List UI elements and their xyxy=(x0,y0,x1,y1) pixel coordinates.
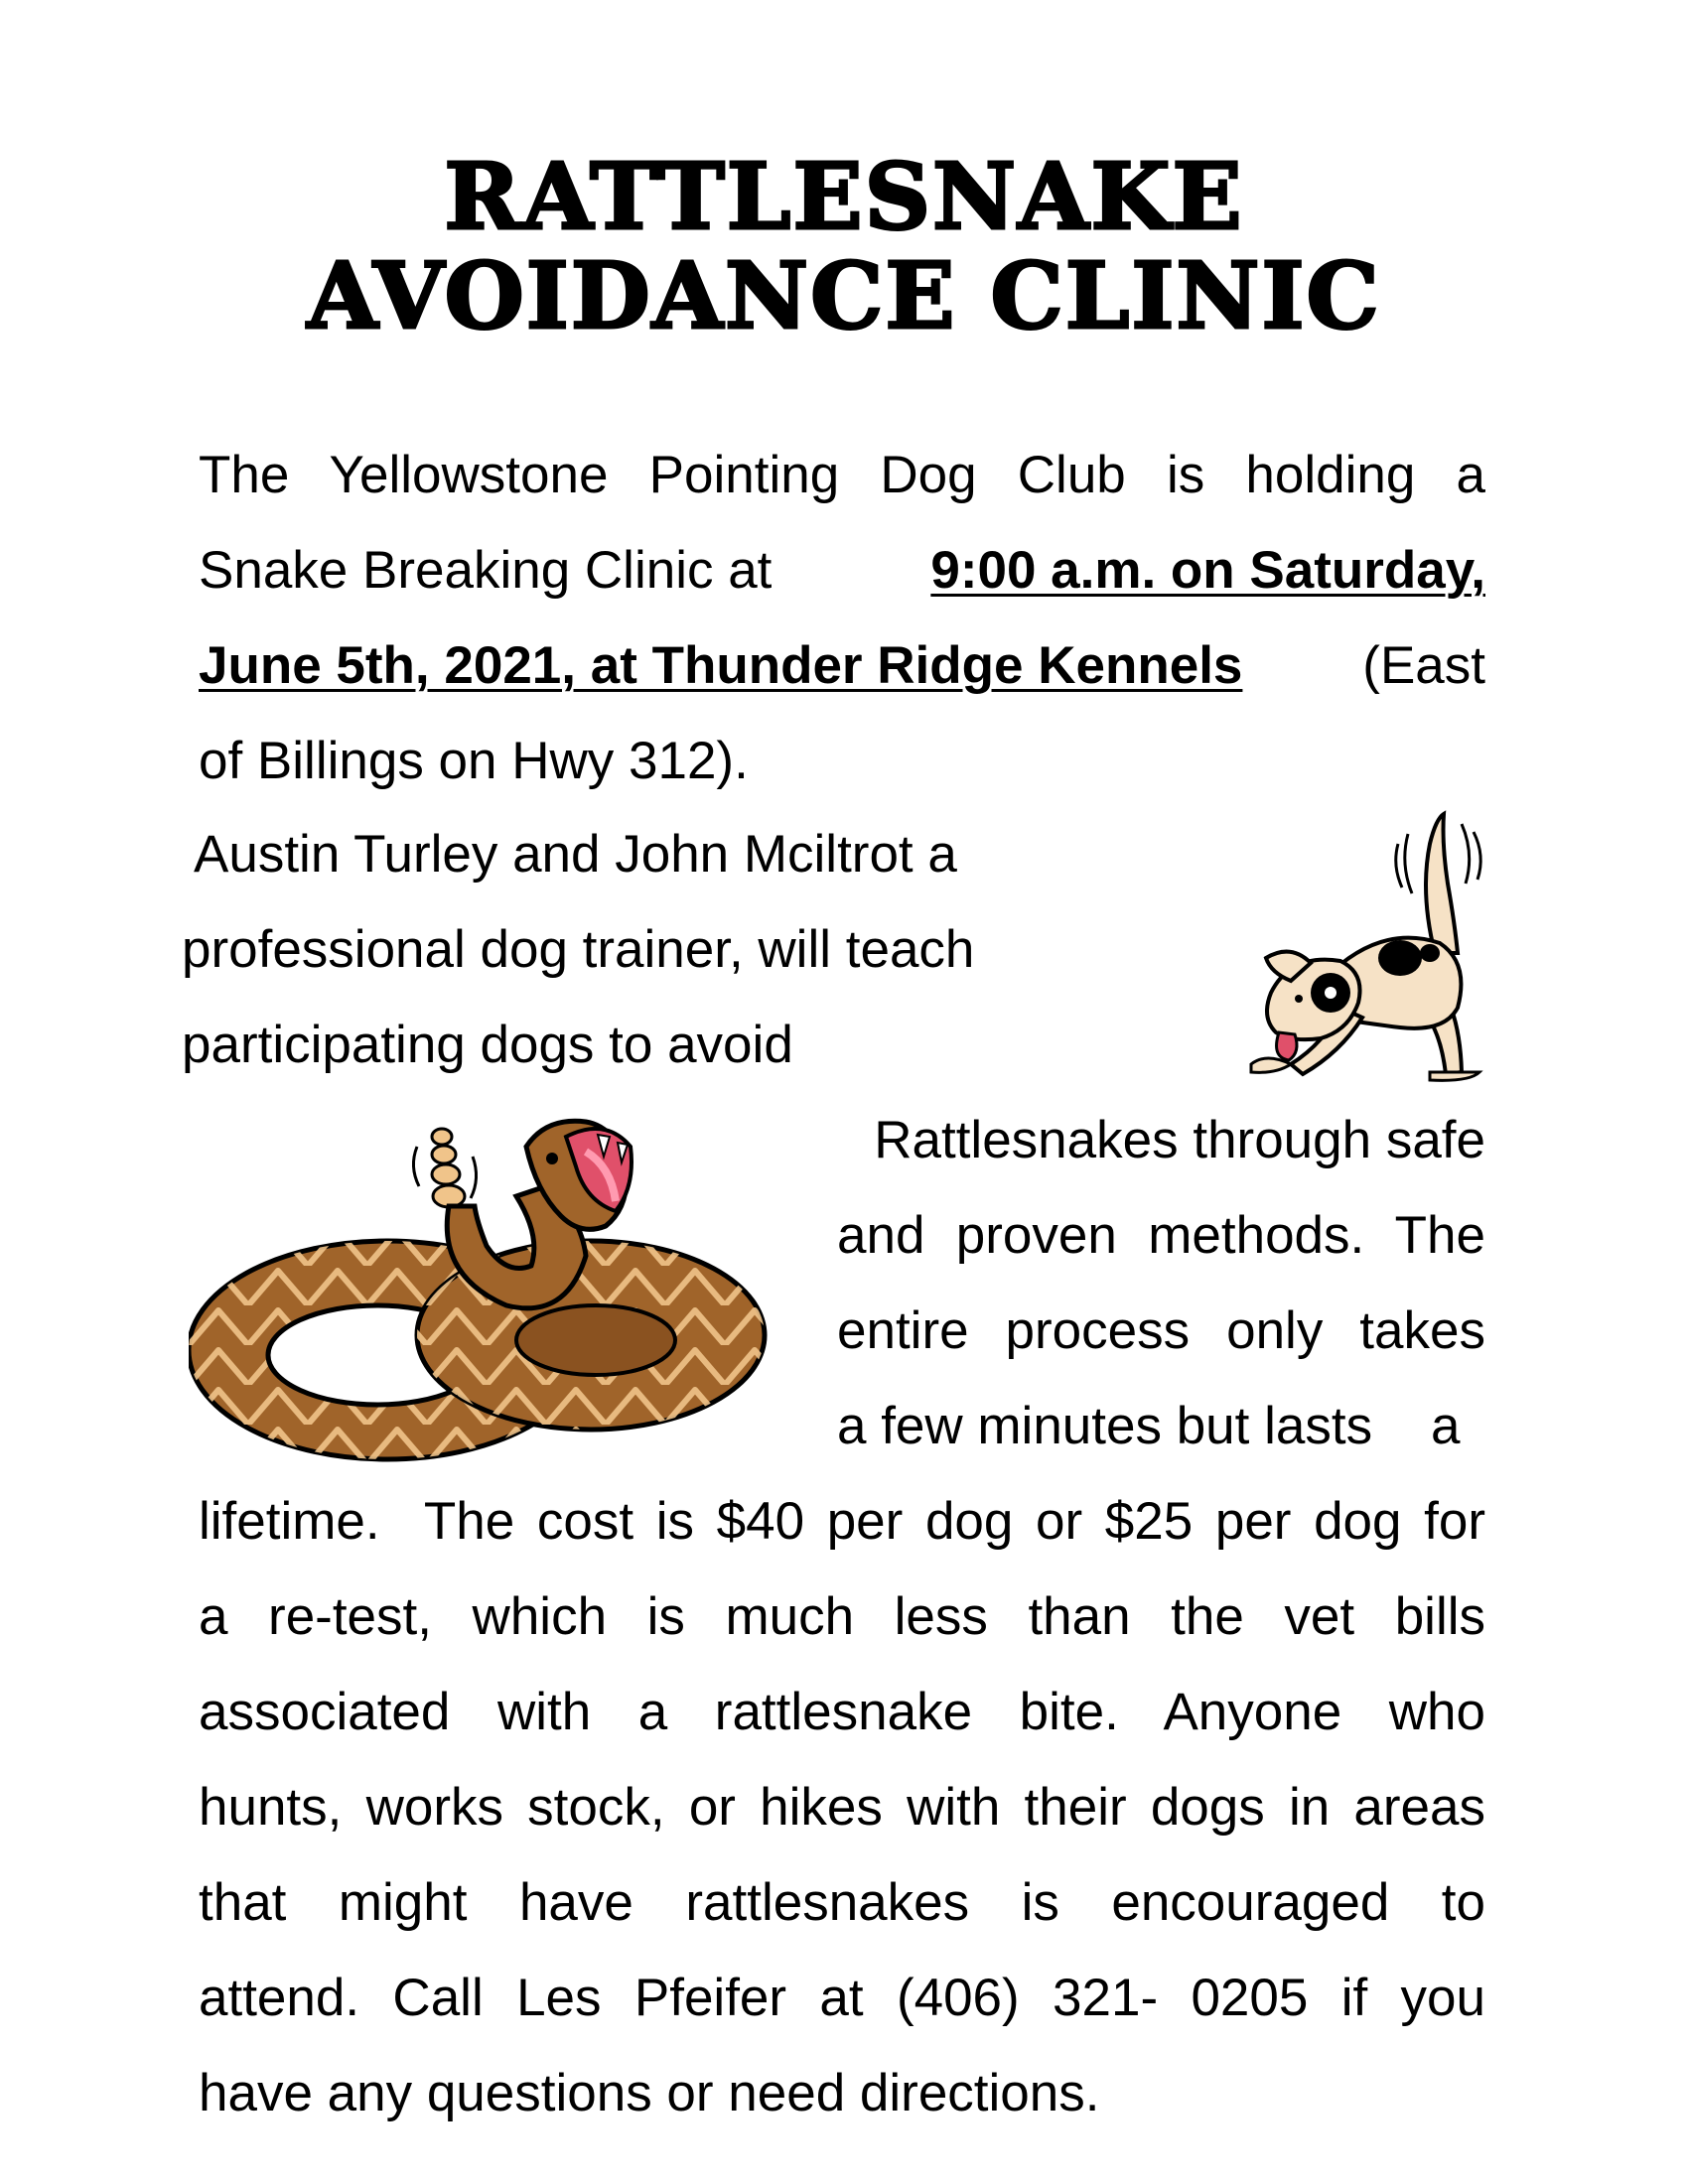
title-line-1: RATTLESNAKE xyxy=(444,143,1244,250)
paragraph-1-line-3 xyxy=(199,636,1485,695)
paragraph-2-line-4: Rattlesnakes through safe xyxy=(874,1111,1485,1169)
paragraph-1-line-4: of Billings on Hwy 312). xyxy=(199,732,749,790)
paragraph-2-line-12: that might have rattlesnakes is encouraged to xyxy=(199,1873,1485,1932)
paragraph-2-line-13: attend. Call Les Pfeifer at (406) 321- 0205 if you xyxy=(199,1969,1485,2027)
paragraph-2-line-6: entire process only takes xyxy=(837,1301,1485,1360)
paragraph-2-line-10: associated with a rattlesnake bite. Anyone who xyxy=(199,1683,1485,1741)
paragraph-2-line-9: a re-test, which is much less than the vet bills xyxy=(199,1587,1485,1646)
rattlesnake-illustration xyxy=(189,1107,814,1474)
dog-illustration xyxy=(1231,804,1509,1102)
paragraph-1-line-2-text: Snake Breaking Clinic at xyxy=(199,541,773,600)
paragraph-1-line-3-text: (East xyxy=(1362,636,1485,695)
event-time-text: 9:00 a.m. on Saturday, xyxy=(930,541,1485,600)
paragraph-2-line-8: lifetime. The cost is $40 per dog or $25 per dog for xyxy=(199,1492,1485,1551)
paragraph-1-line-1: The Yellowstone Pointing Dog Club is holding a xyxy=(199,446,1485,504)
paragraph-2-line-2: professional dog trainer, will teach xyxy=(182,920,975,979)
event-date-location-text: June 5th, 2021, at Thunder Ridge Kennels xyxy=(199,636,1243,695)
paragraph-2-line-11: hunts, works stock, or hikes with their dogs in areas xyxy=(199,1778,1485,1837)
paragraph-2-line-14: have any questions or need directions. xyxy=(199,2064,1100,2122)
snake-rattle xyxy=(432,1129,465,1207)
title-line-2: AVOIDANCE CLINIC xyxy=(307,242,1381,349)
paragraph-2-line-1: Austin Turley and John Mciltrot a xyxy=(194,825,957,884)
paragraph-2-line-3: participating dogs to avoid xyxy=(182,1016,793,1074)
paragraph-2-line-5: and proven methods. The xyxy=(837,1206,1485,1265)
paragraph-1-line-2 xyxy=(199,541,1485,600)
paragraph-2-line-7: a few minutes but lasts a xyxy=(837,1397,1461,1455)
